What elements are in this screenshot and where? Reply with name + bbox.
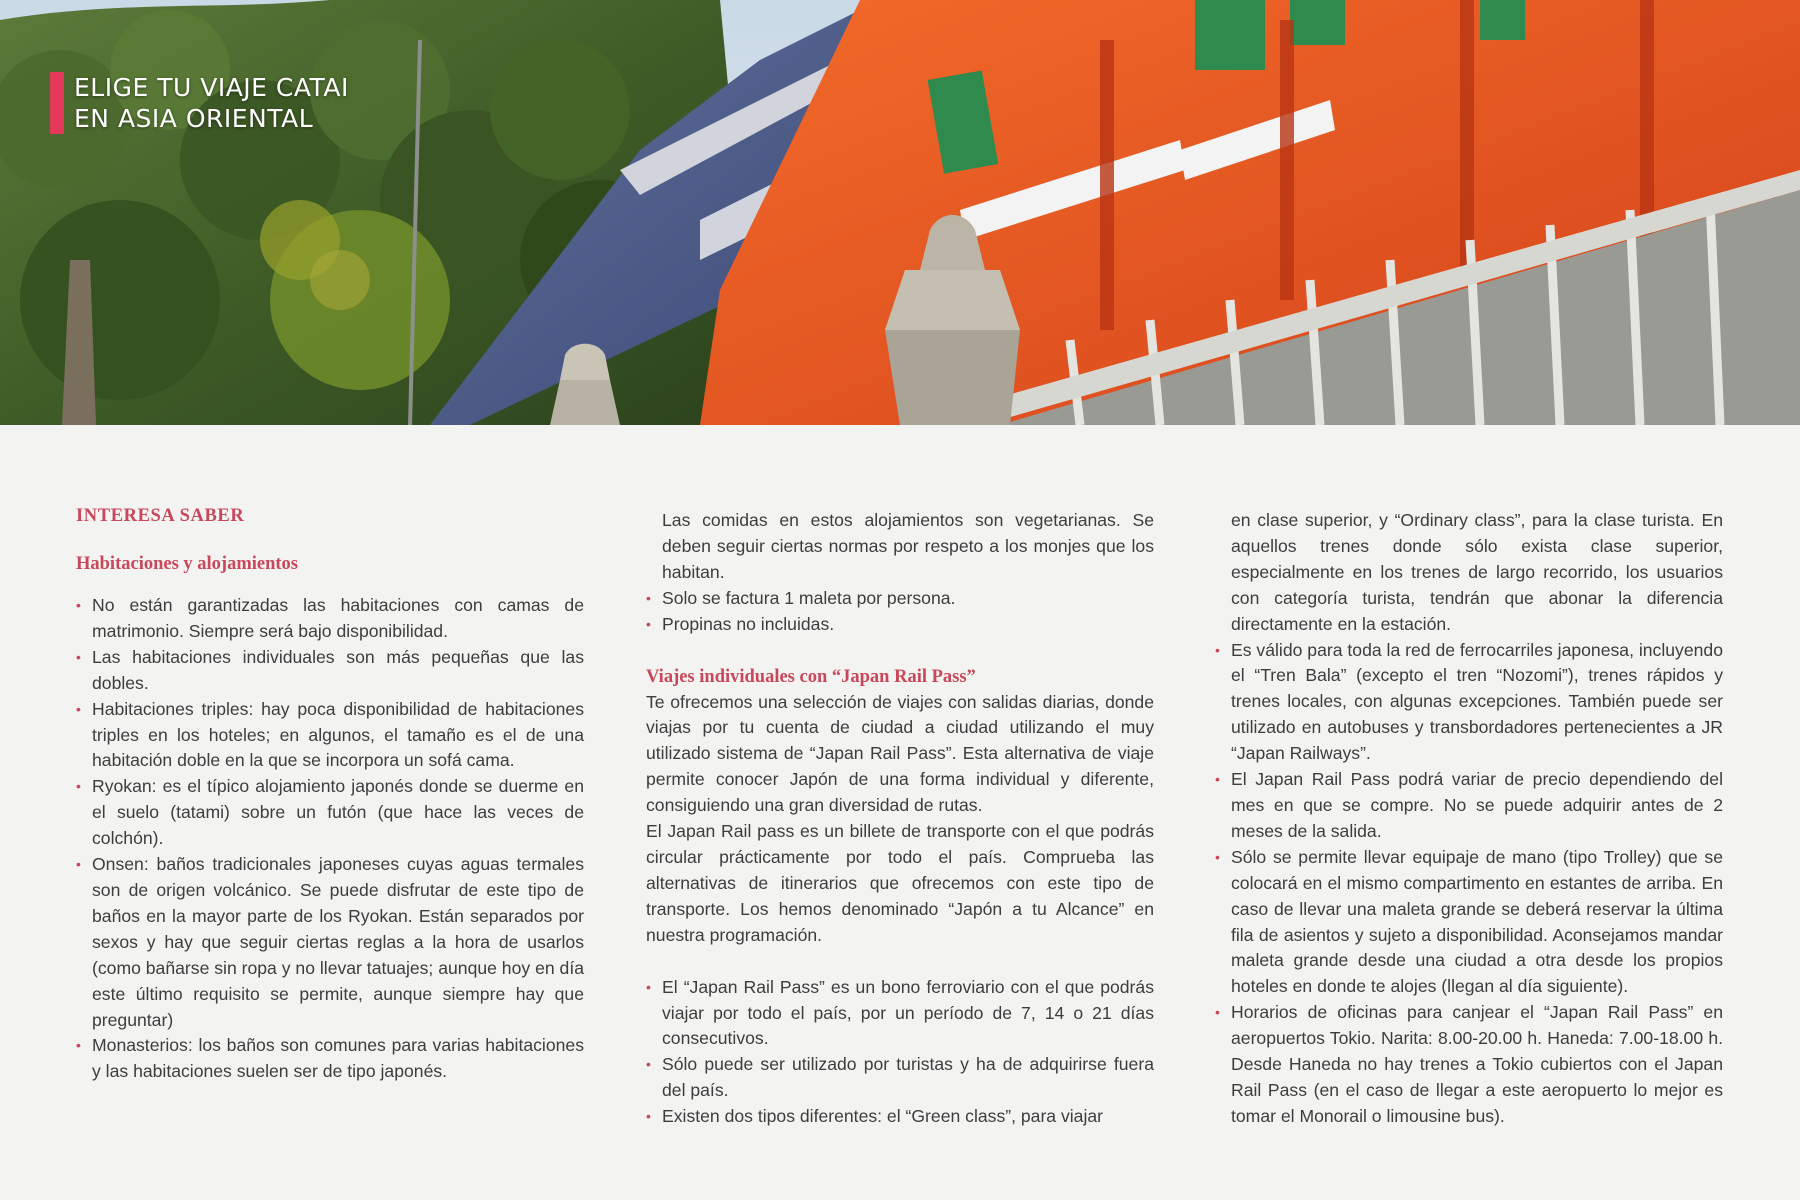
continuation-text: en clase superior, y “Ordinary class”, para la clase turista. En aquellos trenes donde sólo exista clase superior, especialmente en los trenes de largo recorrido, los usuarios con categoría turista, tendrán que abonar la diferencia directamente en la estación. [1231, 510, 1723, 634]
rail-pass-details-list [1215, 638, 1723, 1130]
list-item: • Las habitaciones individuales son más pequeñas que las dobles. [76, 645, 584, 697]
list-item: • Existen dos tipos diferentes: el “Green class”, para viajar [646, 1104, 1154, 1130]
list-item: • Monasterios: los baños son comunes para varias habitaciones y las habitaciones suelen ser de tipo japonés. [76, 1033, 584, 1085]
column-3 [1215, 508, 1723, 1130]
column-2 [646, 508, 1154, 1130]
list-item: • El “Japan Rail Pass” es un bono ferroviario con el que podrás viajar por todo el país, por un período de 7, 14 o 21 días consecutivos. [646, 975, 1154, 1053]
list-item: • Horarios de oficinas para canjear el “Japan Rail Pass” en aeropuertos Tokio. Narita: 8.00-20.00 h. Haneda: 7.00-18.00 h. Desde Haneda no hay trenes a Tokio cubiertos con el Japan Rail Pass (en el caso de llegar a este aeropuerto lo mejor es tomar el Monorail o limousine bus). [1215, 1000, 1723, 1130]
temple-illustration [0, 0, 1800, 425]
list-item: • Es válido para toda la red de ferrocarriles japonesa, incluyendo el “Tren Bala” (excepto el tren “Nozomi”), trenes rápidos y trenes locales, con algunas excepciones. También puede ser utilizado en autobuses y transbordadores pertenecientes a JR “Japan Railways”. [1215, 638, 1723, 768]
list-item: • Solo se factura 1 maleta por persona. [646, 586, 1154, 612]
column-1 [76, 503, 584, 1085]
rail-pass-list [646, 975, 1154, 1130]
luggage-list [646, 586, 1154, 638]
list-item: • El Japan Rail Pass podrá variar de precio dependiendo del mes en que se compre. No se puede adquirir antes de 2 meses de la salida. [1215, 767, 1723, 845]
list-item: • No están garantizadas las habitaciones con camas de matrimonio. Siempre será bajo disponibilidad. [76, 593, 584, 645]
hero-title-line-1: ELIGE TU VIAJE CATAI [74, 73, 349, 102]
hero-title [50, 72, 349, 134]
list-item: • Ryokan: es el típico alojamiento japonés donde se duerme en el suelo (tatami) sobre un futón (que hace las veces de colchón). [76, 774, 584, 852]
subheading-accommodation: Habitaciones y alojamientos [76, 554, 298, 574]
list-item: • Onsen: baños tradicionales japoneses cuyas aguas termales son de origen volcánico. Se puede disfrutar de este tipo de baños en la mayor parte de los Ryokan. Están separados por sexos y hay que seguir ciertas reglas a la hora de usarlos (como bañarse sin ropa y no llevar tatuajes; aunque hoy en día este último requisito se permite, aunque siempre hay que preguntar) [76, 852, 584, 1033]
paragraph: El Japan Rail pass es un billete de transporte con el que podrás circular prácticamente por todo el país. Comprueba las alternativas de itinerarios que ofrecemos con este tipo de transporte. Los hemos denominado “Japón a tu Alcance” en nuestra programación. [646, 821, 1154, 945]
list-item: • Sólo puede ser utilizado por turistas y ha de adquirirse fuera del país. [646, 1052, 1154, 1104]
paragraph: Te ofrecemos una selección de viajes con salidas diarias, donde viajas por tu cuenta de ciudad a ciudad utilizando el muy utilizado sistema de “Japan Rail Pass”. Esta alternativa de viaje permite conocer Japón de una forma individual y diferente, consiguiendo una gran diversidad de rutas. [646, 691, 1154, 816]
section-title: INTERESA SABER [76, 506, 245, 526]
list-item: • Propinas no incluidas. [646, 612, 1154, 638]
list-item: • Sólo se permite llevar equipaje de mano (tipo Trolley) que se colocará en el mismo compartimento en estantes de arriba. En caso de llevar una maleta grande se deberá reservar la última fila de asientos y sujeto a disponibilidad. Aconsejamos mandar maleta grande desde una ciudad a otra desde los propios hoteles en donde te alojes (llegan al día siguiente). [1215, 845, 1723, 1000]
accommodation-list [76, 593, 584, 1085]
subheading-japan-rail-pass: Viajes individuales con “Japan Rail Pass” [646, 666, 976, 687]
hero-title-line-2: EN ASIA ORIENTAL [74, 104, 314, 133]
hero-photo [0, 0, 1800, 425]
list-item: • Habitaciones triples: hay poca disponibilidad de habitaciones triples en los hoteles; en algunos, el tamaño es el de una habitación doble en la que se incorpora un sofá cama. [76, 697, 584, 775]
continuation-text: Las comidas en estos alojamientos son vegetarianas. Se deben seguir ciertas normas por respeto a los monjes que los habitan. [662, 510, 1154, 582]
